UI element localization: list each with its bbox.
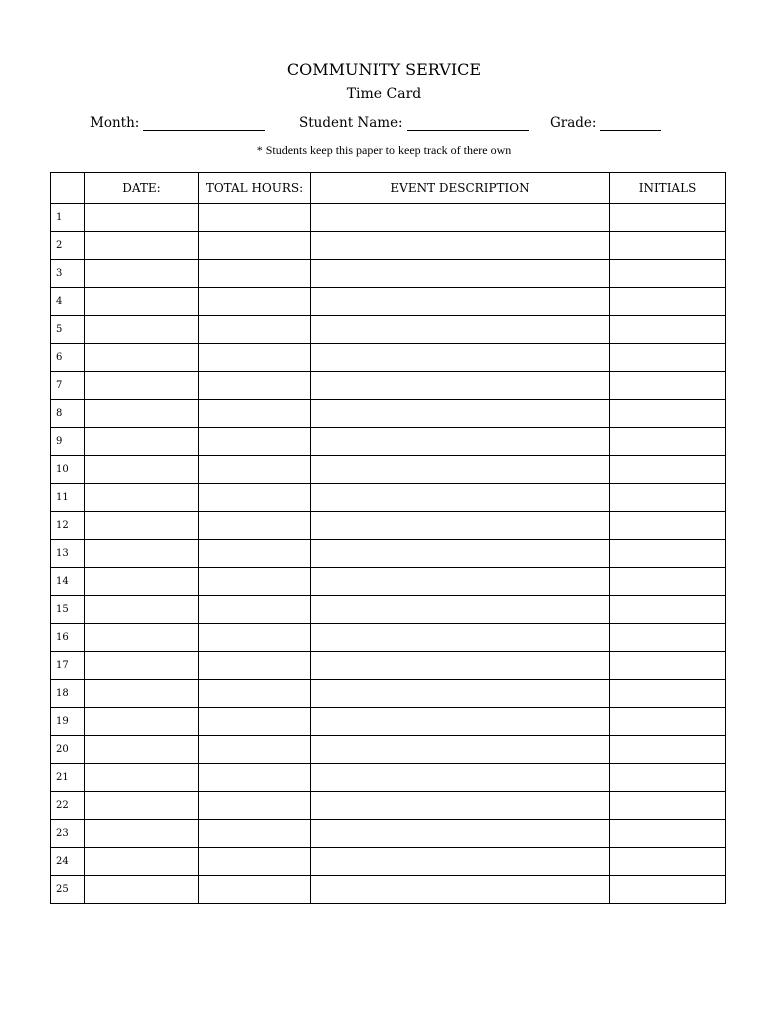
date-cell[interactable] bbox=[85, 204, 199, 232]
grade-blank[interactable] bbox=[600, 116, 661, 131]
table-row bbox=[51, 316, 726, 344]
row-number: 2 bbox=[51, 232, 85, 260]
table-row bbox=[51, 400, 726, 428]
table-row bbox=[51, 876, 726, 904]
total-hours-cell[interactable] bbox=[199, 288, 311, 316]
row-number: 12 bbox=[51, 512, 85, 540]
month-blank[interactable] bbox=[143, 116, 265, 131]
table-header-row bbox=[51, 173, 726, 204]
initials-cell[interactable] bbox=[610, 680, 726, 708]
date-cell[interactable] bbox=[85, 624, 199, 652]
table-row bbox=[51, 764, 726, 792]
total-hours-cell[interactable] bbox=[199, 624, 311, 652]
header-cell-number bbox=[51, 173, 85, 204]
initials-cell[interactable] bbox=[610, 540, 726, 568]
event-description-cell[interactable] bbox=[311, 372, 610, 400]
total-hours-cell[interactable] bbox=[199, 484, 311, 512]
table-row bbox=[51, 512, 726, 540]
row-number: 25 bbox=[51, 876, 85, 904]
table-row bbox=[51, 680, 726, 708]
event-description-cell[interactable] bbox=[311, 876, 610, 904]
table-row bbox=[51, 456, 726, 484]
initials-cell[interactable] bbox=[610, 568, 726, 596]
date-cell[interactable] bbox=[85, 260, 199, 288]
total-hours-cell[interactable] bbox=[199, 820, 311, 848]
table-row bbox=[51, 428, 726, 456]
row-number: 13 bbox=[51, 540, 85, 568]
date-cell[interactable] bbox=[85, 848, 199, 876]
total-hours-cell[interactable] bbox=[199, 456, 311, 484]
date-cell[interactable] bbox=[85, 232, 199, 260]
table-row bbox=[51, 820, 726, 848]
date-cell[interactable] bbox=[85, 792, 199, 820]
table-row bbox=[51, 344, 726, 372]
date-cell[interactable] bbox=[85, 708, 199, 736]
date-cell[interactable] bbox=[85, 428, 199, 456]
table-row bbox=[51, 624, 726, 652]
date-cell[interactable] bbox=[85, 820, 199, 848]
date-cell[interactable] bbox=[85, 764, 199, 792]
date-cell[interactable] bbox=[85, 736, 199, 764]
total-hours-cell[interactable] bbox=[199, 764, 311, 792]
table-row bbox=[51, 260, 726, 288]
table-row bbox=[51, 652, 726, 680]
initials-cell[interactable] bbox=[610, 596, 726, 624]
month-label: Month: bbox=[90, 115, 140, 131]
header-cell-total-hours: TOTAL HOURS: bbox=[199, 173, 311, 204]
event-description-cell[interactable] bbox=[311, 596, 610, 624]
initials-cell[interactable] bbox=[610, 652, 726, 680]
initials-cell[interactable] bbox=[610, 260, 726, 288]
header-cell-initials: INITIALS bbox=[610, 173, 726, 204]
event-description-cell[interactable] bbox=[311, 428, 610, 456]
document-subtitle: Time Card bbox=[346, 86, 422, 102]
initials-cell[interactable] bbox=[610, 512, 726, 540]
total-hours-cell[interactable] bbox=[199, 344, 311, 372]
initials-cell[interactable] bbox=[610, 288, 726, 316]
date-cell[interactable] bbox=[85, 680, 199, 708]
row-number: 24 bbox=[51, 848, 85, 876]
row-number: 14 bbox=[51, 568, 85, 596]
event-description-cell[interactable] bbox=[311, 260, 610, 288]
row-number: 5 bbox=[51, 316, 85, 344]
event-description-cell[interactable] bbox=[311, 652, 610, 680]
date-cell[interactable] bbox=[85, 596, 199, 624]
initials-cell[interactable] bbox=[610, 372, 726, 400]
table-row bbox=[51, 372, 726, 400]
row-number: 22 bbox=[51, 792, 85, 820]
event-description-cell[interactable] bbox=[311, 680, 610, 708]
initials-cell[interactable] bbox=[610, 316, 726, 344]
event-description-cell[interactable] bbox=[311, 764, 610, 792]
total-hours-cell[interactable] bbox=[199, 316, 311, 344]
date-cell[interactable] bbox=[85, 484, 199, 512]
table-row bbox=[51, 708, 726, 736]
table-row bbox=[51, 288, 726, 316]
grade-label: Grade: bbox=[550, 115, 597, 131]
total-hours-cell[interactable] bbox=[199, 400, 311, 428]
event-description-cell[interactable] bbox=[311, 792, 610, 820]
row-number: 4 bbox=[51, 288, 85, 316]
table-row bbox=[51, 232, 726, 260]
total-hours-cell[interactable] bbox=[199, 652, 311, 680]
total-hours-cell[interactable] bbox=[199, 260, 311, 288]
date-cell[interactable] bbox=[85, 400, 199, 428]
row-number: 21 bbox=[51, 764, 85, 792]
grade-field bbox=[550, 115, 661, 131]
date-cell[interactable] bbox=[85, 344, 199, 372]
event-description-cell[interactable] bbox=[311, 708, 610, 736]
event-description-cell[interactable] bbox=[311, 456, 610, 484]
total-hours-cell[interactable] bbox=[199, 680, 311, 708]
event-description-cell[interactable] bbox=[311, 204, 610, 232]
event-description-cell[interactable] bbox=[311, 232, 610, 260]
row-number: 16 bbox=[51, 624, 85, 652]
month-field bbox=[90, 115, 265, 131]
initials-cell[interactable] bbox=[610, 792, 726, 820]
row-number: 8 bbox=[51, 400, 85, 428]
row-number: 1 bbox=[51, 204, 85, 232]
date-cell[interactable] bbox=[85, 316, 199, 344]
initials-cell[interactable] bbox=[610, 456, 726, 484]
event-description-cell[interactable] bbox=[311, 484, 610, 512]
total-hours-cell[interactable] bbox=[199, 512, 311, 540]
row-number: 11 bbox=[51, 484, 85, 512]
total-hours-cell[interactable] bbox=[199, 736, 311, 764]
student-name-label: Student Name: bbox=[299, 115, 403, 131]
event-description-cell[interactable] bbox=[311, 540, 610, 568]
initials-cell[interactable] bbox=[610, 400, 726, 428]
initials-cell[interactable] bbox=[610, 708, 726, 736]
total-hours-cell[interactable] bbox=[199, 204, 311, 232]
initials-cell[interactable] bbox=[610, 876, 726, 904]
date-cell[interactable] bbox=[85, 540, 199, 568]
initials-cell[interactable] bbox=[610, 484, 726, 512]
row-number: 7 bbox=[51, 372, 85, 400]
row-number: 15 bbox=[51, 596, 85, 624]
student-name-field bbox=[299, 115, 529, 131]
total-hours-cell[interactable] bbox=[199, 232, 311, 260]
instruction-note: * Students keep this paper to keep track of there own bbox=[256, 143, 512, 157]
row-number: 18 bbox=[51, 680, 85, 708]
date-cell[interactable] bbox=[85, 372, 199, 400]
row-number: 10 bbox=[51, 456, 85, 484]
event-description-cell[interactable] bbox=[311, 316, 610, 344]
initials-cell[interactable] bbox=[610, 204, 726, 232]
event-description-cell[interactable] bbox=[311, 568, 610, 596]
initials-cell[interactable] bbox=[610, 624, 726, 652]
table-row bbox=[51, 484, 726, 512]
total-hours-cell[interactable] bbox=[199, 708, 311, 736]
initials-cell[interactable] bbox=[610, 820, 726, 848]
time-card-table bbox=[50, 172, 726, 904]
total-hours-cell[interactable] bbox=[199, 876, 311, 904]
initials-cell[interactable] bbox=[610, 344, 726, 372]
initials-cell[interactable] bbox=[610, 764, 726, 792]
header-cell-date: DATE: bbox=[85, 173, 199, 204]
date-cell[interactable] bbox=[85, 568, 199, 596]
initials-cell[interactable] bbox=[610, 232, 726, 260]
document-title: COMMUNITY SERVICE bbox=[286, 60, 482, 79]
row-number: 19 bbox=[51, 708, 85, 736]
table-row bbox=[51, 540, 726, 568]
row-number: 17 bbox=[51, 652, 85, 680]
table-row bbox=[51, 596, 726, 624]
table-row bbox=[51, 204, 726, 232]
row-number: 6 bbox=[51, 344, 85, 372]
header-cell-event-description: EVENT DESCRIPTION bbox=[311, 173, 610, 204]
event-description-cell[interactable] bbox=[311, 624, 610, 652]
date-cell[interactable] bbox=[85, 288, 199, 316]
initials-cell[interactable] bbox=[610, 736, 726, 764]
student-name-blank[interactable] bbox=[407, 116, 529, 131]
total-hours-cell[interactable] bbox=[199, 372, 311, 400]
row-number: 9 bbox=[51, 428, 85, 456]
date-cell[interactable] bbox=[85, 876, 199, 904]
table-row bbox=[51, 736, 726, 764]
date-cell[interactable] bbox=[85, 456, 199, 484]
row-number: 3 bbox=[51, 260, 85, 288]
event-description-cell[interactable] bbox=[311, 512, 610, 540]
table-row bbox=[51, 792, 726, 820]
total-hours-cell[interactable] bbox=[199, 848, 311, 876]
date-cell[interactable] bbox=[85, 652, 199, 680]
table-row bbox=[51, 848, 726, 876]
date-cell[interactable] bbox=[85, 512, 199, 540]
event-description-cell[interactable] bbox=[311, 344, 610, 372]
event-description-cell[interactable] bbox=[311, 820, 610, 848]
total-hours-cell[interactable] bbox=[199, 792, 311, 820]
total-hours-cell[interactable] bbox=[199, 540, 311, 568]
row-number: 20 bbox=[51, 736, 85, 764]
total-hours-cell[interactable] bbox=[199, 596, 311, 624]
initials-cell[interactable] bbox=[610, 428, 726, 456]
total-hours-cell[interactable] bbox=[199, 568, 311, 596]
event-description-cell[interactable] bbox=[311, 848, 610, 876]
event-description-cell[interactable] bbox=[311, 736, 610, 764]
row-number: 23 bbox=[51, 820, 85, 848]
table-row bbox=[51, 568, 726, 596]
event-description-cell[interactable] bbox=[311, 400, 610, 428]
initials-cell[interactable] bbox=[610, 848, 726, 876]
total-hours-cell[interactable] bbox=[199, 428, 311, 456]
event-description-cell[interactable] bbox=[311, 288, 610, 316]
